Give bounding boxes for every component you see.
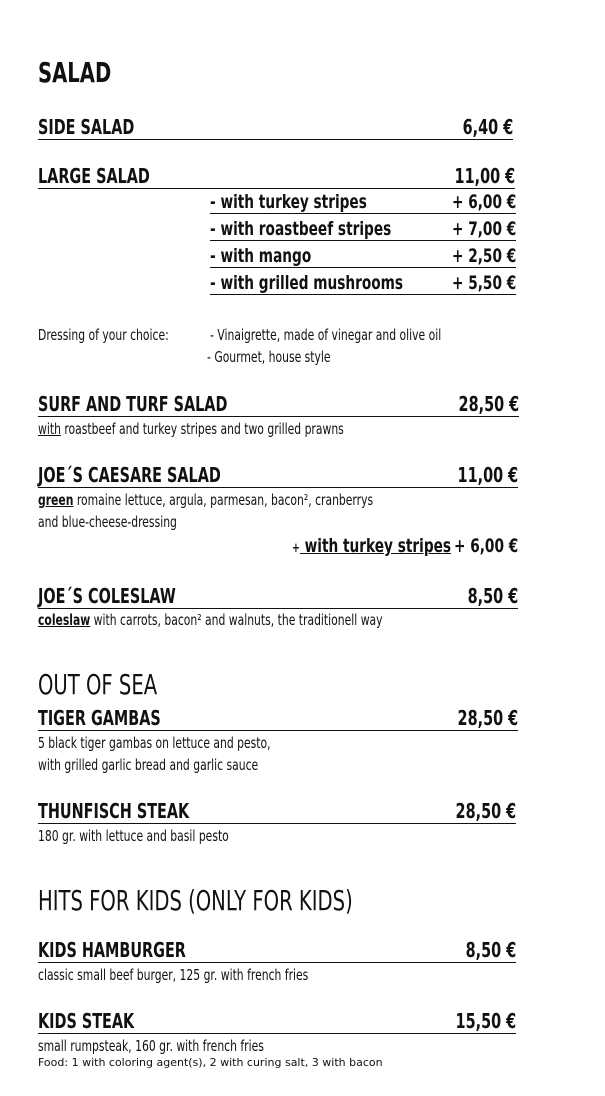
- item-price: 8,50 €: [467, 584, 518, 608]
- option-label: with turkey stripes: [299, 535, 452, 557]
- menu-item-kids-steak: [38, 1009, 516, 1033]
- desc-lead: green: [38, 491, 74, 509]
- item-price: 11,00 €: [457, 463, 518, 487]
- item-name: LARGE SALAD: [38, 164, 150, 188]
- item-price: 28,50 €: [455, 799, 516, 823]
- menu-item-kids-hamburger: [38, 938, 516, 962]
- menu-item-tiger-gambas: [38, 706, 518, 730]
- item-underline: [38, 730, 518, 731]
- item-underline: [38, 962, 516, 963]
- item-price: 15,50 €: [455, 1009, 516, 1033]
- item-description: small rumpsteak, 160 gr. with french fries: [38, 1037, 264, 1055]
- section-title-kids: HITS FOR KIDS (ONLY FOR KIDS): [38, 884, 353, 917]
- option-name: [292, 535, 451, 557]
- item-price: 8,50 €: [465, 938, 516, 962]
- item-name: TIGER GAMBAS: [38, 706, 161, 730]
- option-name: - with mango: [210, 245, 312, 267]
- option-name: - with grilled mushrooms: [210, 272, 404, 294]
- item-name: THUNFISCH STEAK: [38, 799, 190, 823]
- menu-item-caesare-salad: [38, 463, 518, 487]
- item-underline: [38, 823, 516, 824]
- item-description: classic small beef burger, 125 gr. with french fries: [38, 966, 309, 984]
- desc-text: with carrots, bacon² and walnuts, the traditionell way: [90, 611, 383, 629]
- option-price: + 6,00 €: [453, 535, 518, 557]
- dressing-option-vinaigrette: - Vinaigrette, made of vinegar and olive oil: [210, 326, 442, 344]
- menu-item-large-salad: [38, 164, 515, 188]
- option-mango: [210, 245, 516, 267]
- item-price: 6,40 €: [462, 115, 513, 139]
- section-title-salad: SALAD: [38, 56, 112, 89]
- item-price: 28,50 €: [458, 392, 519, 416]
- item-underline: [38, 416, 519, 417]
- desc-lead: coleslaw: [38, 611, 91, 629]
- option-price: + 5,50 €: [451, 272, 516, 294]
- item-underline: [38, 139, 513, 140]
- menu-item-thunfisch-steak: [38, 799, 516, 823]
- option-price: + 2,50 €: [451, 245, 516, 267]
- option-price: + 7,00 €: [451, 218, 516, 240]
- item-underline: [38, 487, 518, 488]
- item-price: 11,00 €: [454, 164, 515, 188]
- option-roastbeef-stripes: [210, 218, 516, 240]
- desc-text: romaine lettuce, argula, parmesan, bacon², cranberrys: [73, 491, 374, 509]
- option-caesar-turkey-stripes: [292, 535, 518, 557]
- item-description-line2: and blue-cheese-dressing: [38, 513, 177, 531]
- menu-item-side-salad: [38, 115, 513, 139]
- option-plus: +: [292, 541, 300, 556]
- option-name: - with turkey stripes: [210, 191, 367, 213]
- item-name: JOE´S COLESLAW: [38, 584, 176, 608]
- item-name: JOE´S CAESARE SALAD: [38, 463, 221, 487]
- item-name: KIDS HAMBURGER: [38, 938, 186, 962]
- item-description: [38, 489, 373, 511]
- option-name: - with roastbeef stripes: [210, 218, 392, 240]
- item-description-line2: with grilled garlic bread and garlic sauce: [38, 756, 259, 774]
- desc-text: roastbeef and turkey stripes and two grilled prawns: [60, 420, 344, 438]
- option-underline: [210, 267, 516, 268]
- desc-lead: with: [38, 420, 61, 438]
- allergen-footnote: Food: 1 with coloring agent(s), 2 with curing salt, 3 with bacon: [38, 1056, 383, 1069]
- item-underline: [38, 188, 515, 189]
- option-turkey-stripes: [210, 191, 516, 213]
- section-title-out-of-sea: OUT OF SEA: [38, 668, 158, 701]
- item-price: 28,50 €: [457, 706, 518, 730]
- option-price: + 6,00 €: [451, 191, 516, 213]
- option-underline: [210, 294, 516, 295]
- menu-item-surf-and-turf-salad: [38, 392, 519, 416]
- item-description: [38, 418, 344, 440]
- item-underline: [38, 1033, 516, 1034]
- option-underline: [210, 240, 516, 241]
- option-grilled-mushrooms: [210, 272, 516, 294]
- menu-item-coleslaw: [38, 584, 518, 608]
- item-description: 180 gr. with lettuce and basil pesto: [38, 827, 229, 845]
- option-underline: [210, 213, 516, 214]
- item-description: 5 black tiger gambas on lettuce and pesto,: [38, 734, 271, 752]
- item-name: KIDS STEAK: [38, 1009, 135, 1033]
- item-name: SURF AND TURF SALAD: [38, 392, 228, 416]
- item-name: SIDE SALAD: [38, 115, 135, 139]
- dressing-option-gourmet: - Gourmet, house style: [207, 348, 331, 366]
- dressing-label: Dressing of your choice:: [38, 326, 169, 344]
- item-description: [38, 609, 383, 631]
